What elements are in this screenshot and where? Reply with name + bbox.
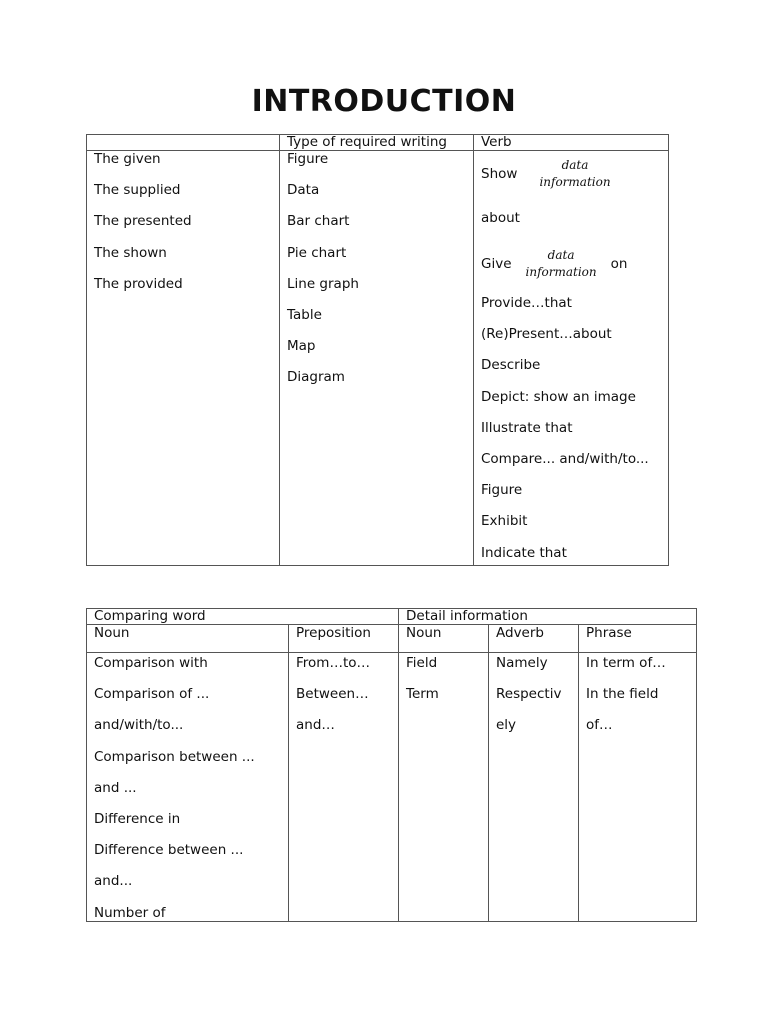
list-item: The shown: [94, 244, 167, 261]
list-item: In the field: [586, 686, 659, 703]
list-item: Difference between ...: [94, 842, 244, 859]
list-item: The supplied: [94, 182, 181, 199]
preposition-on: on: [610, 256, 628, 272]
verb-give: [481, 241, 668, 287]
list-item: Exhibit: [481, 513, 528, 530]
header-cell: Noun: [399, 625, 489, 653]
give-options: [526, 247, 597, 281]
list-item: Describe: [481, 357, 541, 374]
list-item: (Re)Present…about: [481, 326, 612, 343]
list-item: Data: [287, 182, 320, 199]
option-data: data: [561, 157, 589, 172]
verb-give-label: Give: [481, 256, 512, 272]
list-item: of…: [586, 717, 613, 734]
list-item: Field: [406, 655, 438, 671]
list-item: Indicate that: [481, 544, 567, 561]
detail-noun-column: [399, 653, 489, 922]
phrase-column: [579, 653, 697, 922]
list-item: Term: [406, 686, 439, 703]
list-item: Comparison with: [94, 655, 208, 671]
option-information: information: [525, 265, 597, 279]
list-item: Bar chart: [287, 213, 350, 230]
sub-header-row: [87, 625, 697, 653]
list-item: Illustrate that: [481, 419, 573, 436]
list-item: Figure: [481, 482, 523, 499]
header-cell: Type of required writing: [280, 135, 474, 151]
preposition-column: [289, 653, 399, 922]
list-item: Compare... and/with/to...: [481, 450, 649, 467]
list-item: Number of: [94, 904, 166, 921]
list-item: The given: [94, 151, 161, 167]
list-item: From…to…: [296, 655, 370, 671]
header-cell: Verb: [474, 135, 669, 151]
group-header-row: [87, 609, 697, 625]
header-cell: Noun: [87, 625, 289, 653]
list-item: and/with/to...: [94, 717, 184, 734]
header-cell: Phrase: [579, 625, 697, 653]
list-item: about: [481, 210, 520, 226]
table-row: [87, 653, 697, 922]
writing-type-column: [280, 151, 474, 566]
subject-column: [87, 151, 280, 566]
list-item: Map: [287, 338, 316, 355]
comparison-table: [86, 608, 697, 922]
list-item: and...: [94, 873, 133, 890]
option-information: information: [539, 174, 611, 189]
list-item: ely: [496, 717, 517, 734]
page-title: INTRODUCTION: [251, 84, 517, 119]
list-item: Difference in: [94, 810, 181, 827]
list-item: Comparison between ...: [94, 748, 255, 765]
header-cell: Preposition: [289, 625, 399, 653]
adverb-column: [489, 653, 579, 922]
table-row: [87, 151, 669, 566]
verb-show: [481, 151, 668, 196]
verb-column: [474, 151, 669, 566]
option-data: data: [547, 248, 575, 262]
list-item: The provided: [94, 275, 183, 292]
list-item: Table: [287, 306, 322, 323]
list-item: Comparison of ...: [94, 686, 210, 703]
list-item: Pie chart: [287, 244, 347, 261]
table-header-row: [87, 135, 669, 151]
list-item: Depict: show an image: [481, 388, 636, 405]
list-item: and ...: [94, 779, 137, 796]
list-item: Diagram: [287, 369, 345, 386]
list-item: Line graph: [287, 275, 359, 292]
header-comparing-word: Comparing word: [87, 609, 399, 625]
introduction-table: [86, 134, 669, 566]
list-item: Namely: [496, 655, 548, 671]
list-item: In term of…: [586, 655, 666, 671]
list-item: Between…: [296, 686, 369, 703]
list-item: Figure: [287, 151, 329, 167]
list-item: Respectiv: [496, 686, 562, 703]
header-cell: [87, 135, 280, 151]
list-item: The presented: [94, 213, 192, 230]
noun-column: [87, 653, 289, 922]
header-detail-information: Detail information: [399, 609, 697, 625]
list-item: and…: [296, 717, 335, 734]
verb-show-label: Show: [481, 165, 518, 182]
header-cell: Adverb: [489, 625, 579, 653]
show-options: [539, 157, 610, 191]
list-item: Provide…that: [481, 295, 572, 311]
